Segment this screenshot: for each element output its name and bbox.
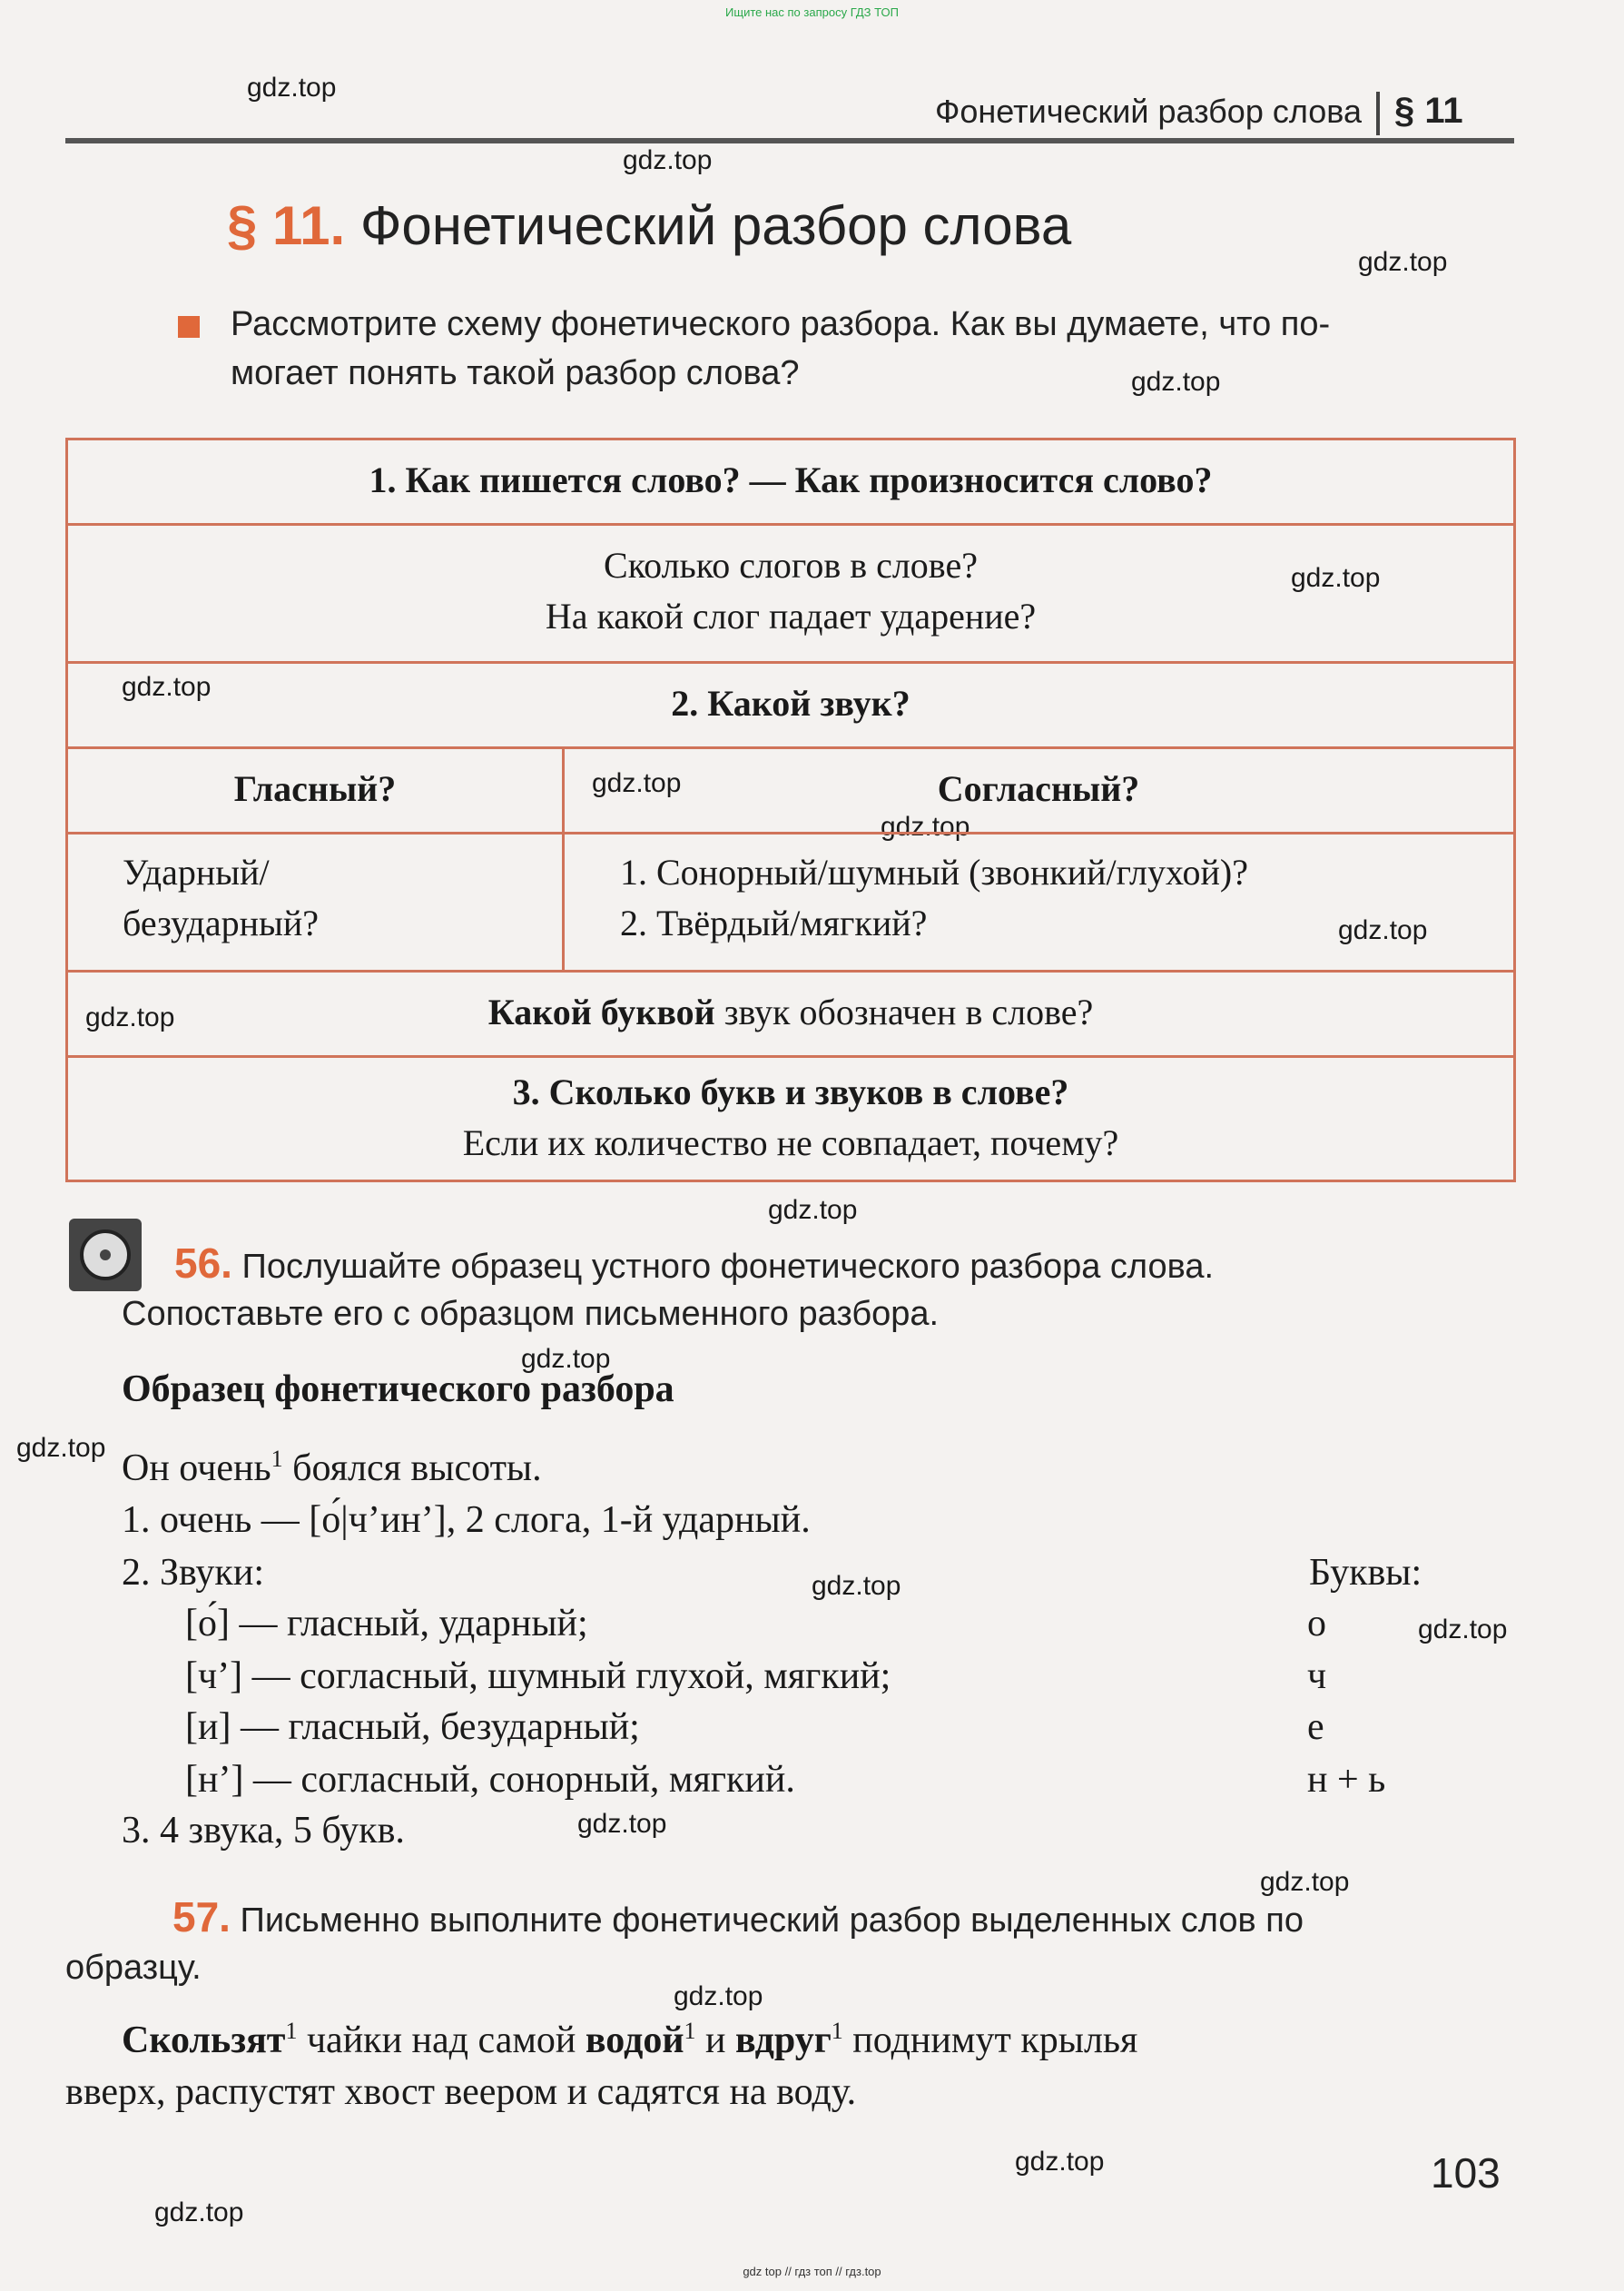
intro-line: могает понять такой разбор слова? [231,354,800,392]
sentence-text: поднимут крылья [842,2019,1138,2061]
sample-sentence-b: боялся высоты. [282,1447,542,1489]
running-head [935,91,1463,135]
sample-sentence-a: Он очень [122,1447,271,1489]
watermark: gdz.top [16,1433,106,1463]
scheme-sonorant: 1. Сонорный/шумный (звонкий/глухой)? [620,852,1248,893]
exercise-57 [172,1892,1304,1945]
exercise-56-number: 56. [174,1239,232,1287]
watermark: gdz.top [1131,367,1221,397]
section-title-text: Фонетический разбор слова [359,195,1072,256]
exercise-57-line4: вверх, распустят хвост веером и садятся на воду. [65,2071,857,2113]
scheme-row [68,834,1513,973]
scheme-stress: На какой слог падает ударение? [545,596,1037,637]
page-number: 103 [1431,2149,1501,2197]
scheme-hard-soft: 2. Твёрдый/мягкий? [620,903,928,943]
scheme-unstressed: безударный? [123,903,320,943]
top-note: Ищите нас по запросу ГДЗ ТОП [725,5,899,19]
watermark: gdz.top [247,73,337,103]
scheme-consonant: Согласный? [937,768,1140,809]
watermark: gdz.top [1015,2147,1105,2177]
audio-disc-icon[interactable] [69,1219,142,1291]
sample-item-1: 1. очень — [о́|ч’ин’], 2 слога, 1-й ударный. [122,1499,811,1541]
running-head-section: § 11 [1394,91,1463,131]
watermark: gdz.top [592,768,682,798]
scheme-row [68,440,1513,526]
scheme-letter [68,991,1513,1033]
letter-value: е [1307,1706,1324,1748]
scheme-stressed: Ударный/ [123,852,270,893]
section-number: § 11. [227,195,346,256]
sound-line: [о́] — гласный, ударный; [185,1603,588,1644]
header-rule [65,138,1514,143]
scheme-letter-bold: Какой буквой [487,992,715,1032]
scheme-row [68,526,1513,664]
scheme-column-divider [562,749,565,973]
scheme-q1: 1. Как пишется слово? — Как произносится слово? [369,459,1213,500]
scheme-mismatch: Если их количество не совпадает, почему? [462,1122,1119,1163]
scheme-row [68,1058,1513,1180]
footnote-mark: 1 [285,2018,298,2044]
watermark: gdz.top [577,1809,667,1839]
sentence-text: и [695,2019,736,2061]
sound-line: [и] — гласный, безударный; [185,1706,640,1748]
letter-value: ч [1307,1655,1327,1697]
intro-line: Рассмотрите схему фонетического разбора. Как вы думаете, что по- [231,305,1331,343]
exercise-57-text: Письменно выполните фонетический разбор выделенных слов по [230,1901,1304,1940]
running-head-divider [1376,92,1380,135]
letter-value: о [1307,1603,1326,1644]
highlighted-word: Скользят [122,2019,286,2061]
watermark: gdz.top [1358,247,1448,277]
footnote-mark: 1 [271,1446,283,1472]
exercise-57-sentence [122,2018,1137,2062]
scheme-row [68,749,1513,834]
footnote-mark: 1 [831,2018,843,2044]
watermark: gdz.top [768,1195,858,1225]
watermark: gdz.top [812,1571,901,1601]
sample-item-3: 3. 4 звука, 5 букв. [122,1810,405,1852]
phonetic-scheme-table [65,438,1516,1182]
watermark: gdz.top [154,2197,244,2227]
sentence-text: чайки над самой [297,2019,586,2061]
watermark: gdz.top [623,145,713,175]
footnote-mark: 1 [684,2018,696,2044]
letters-label: Буквы: [1309,1552,1422,1594]
exercise-56-line2: Сопоставьте его с образцом письменного разбора. [122,1295,940,1333]
sample-heading: Образец фонетического разбора [122,1368,674,1410]
sample-sentence [122,1446,542,1490]
watermark: gdz.top [521,1344,611,1374]
scheme-syllables: Сколько слогов в слове? [604,545,978,586]
intro-text [231,300,1514,398]
scheme-q3: 3. Сколько букв и звуков в слове? [512,1071,1069,1112]
scheme-vowel: Гласный? [233,768,397,809]
watermark: gdz.top [674,1981,763,2011]
sound-line: [ч’] — согласный, шумный глухой, мягкий; [185,1655,891,1697]
scheme-letter-rest: звук обозначен в слове? [714,992,1094,1032]
exercise-57-number: 57. [172,1893,231,1940]
exercise-56 [174,1239,1214,1291]
watermark: gdz.top [881,812,970,842]
letter-value: н + ь [1307,1759,1386,1801]
highlighted-word: вдруг [735,2019,832,2061]
watermark: gdz.top [1291,563,1381,593]
sound-line: [н’] — согласный, сонорный, мягкий. [185,1759,795,1801]
watermark: gdz.top [85,1002,175,1032]
sample-item-2: 2. Звуки: [122,1552,264,1594]
watermark: gdz.top [122,672,212,702]
running-head-title: Фонетический разбор слова [935,93,1363,130]
scheme-q2: 2. Какой звук? [671,683,910,724]
section-title [227,194,1071,257]
exercise-57-line2: образцу. [65,1949,202,1987]
scheme-row [68,973,1513,1058]
bottom-note: gdz top // гдз топ // гдз.top [743,2265,881,2278]
watermark: gdz.top [1338,915,1428,945]
scheme-row [68,664,1513,749]
watermark: gdz.top [1418,1615,1508,1644]
exercise-56-text: Послушайте образец устного фонетического разбора слова. [231,1248,1215,1286]
watermark: gdz.top [1260,1867,1350,1897]
highlighted-word: водой [585,2019,684,2061]
bullet-square-icon [178,316,200,338]
